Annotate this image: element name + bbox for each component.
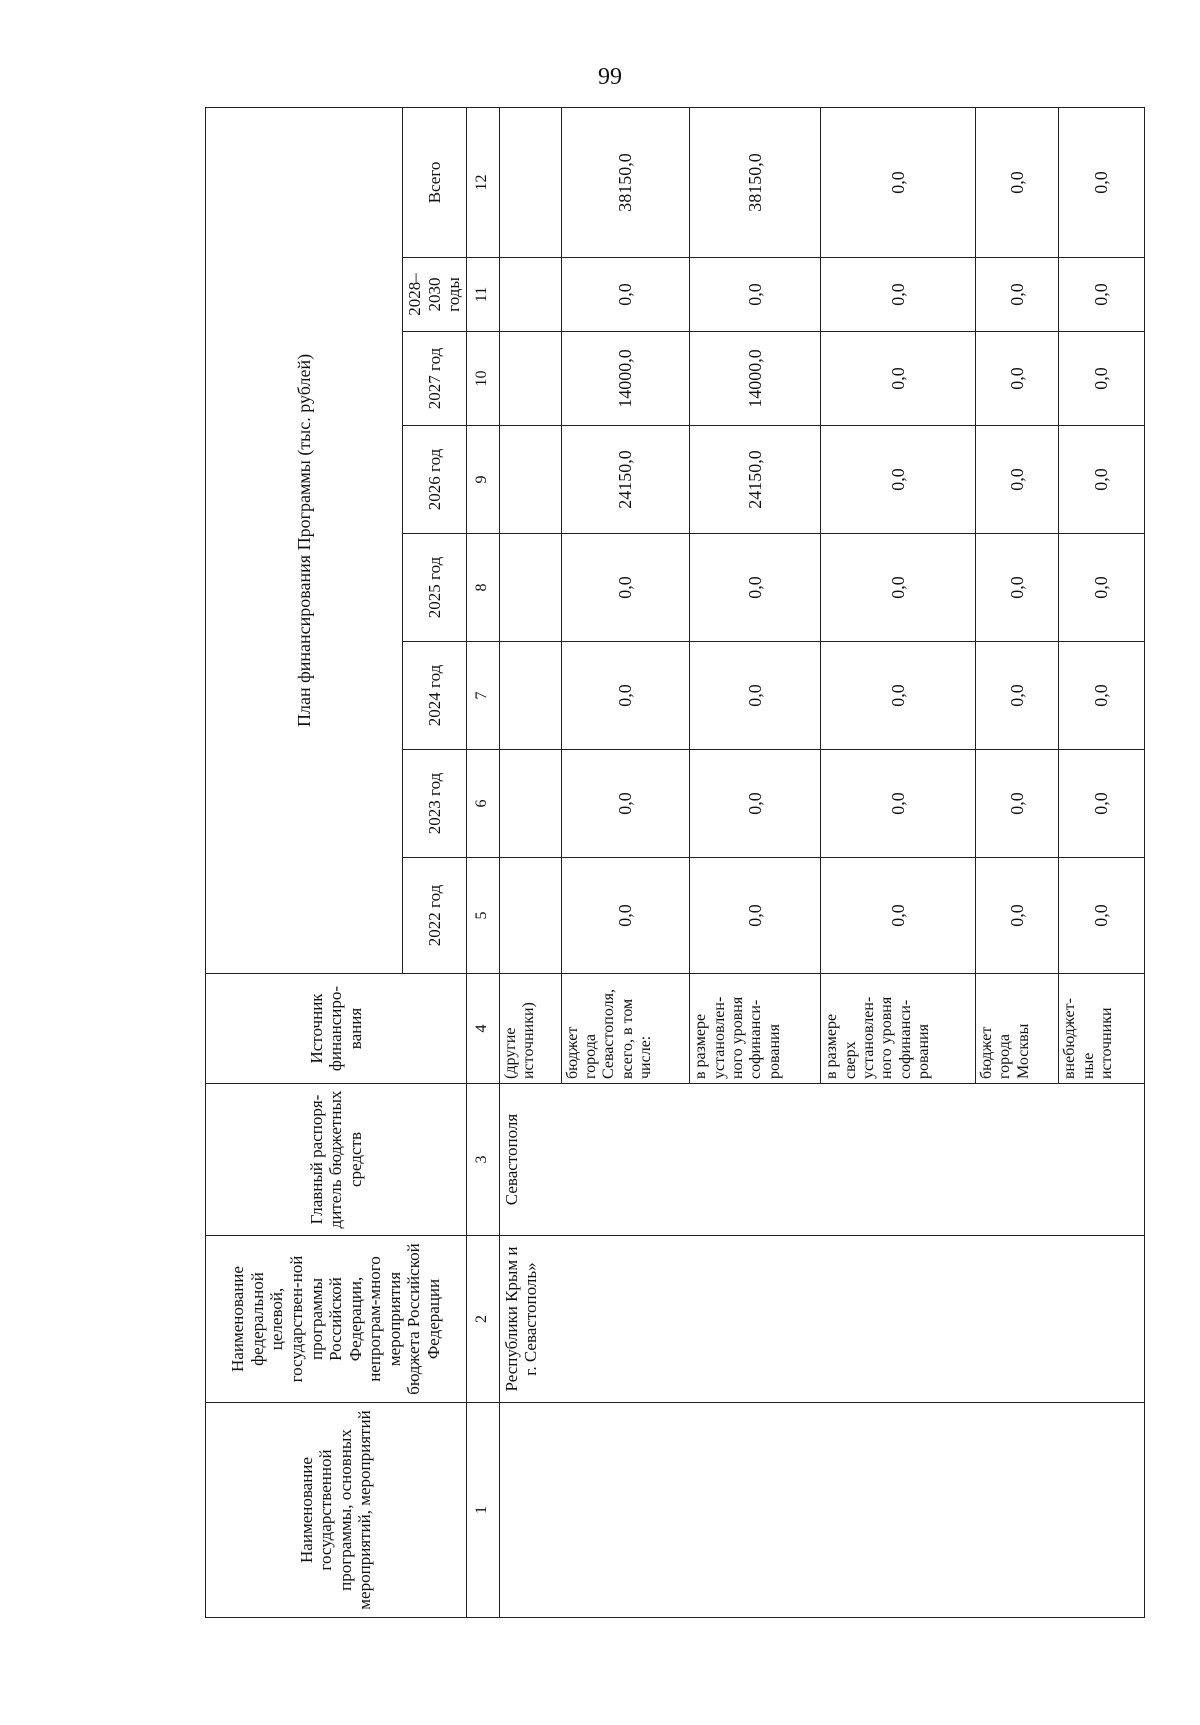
column-number: 5	[466, 858, 499, 974]
value-cell: 0,0	[561, 534, 690, 642]
budget-manager-cell: Севастополя	[499, 1084, 1144, 1236]
header-budget-manager: Главный распоря-дитель бюджетных средств	[206, 1084, 467, 1236]
value-cell: 0,0	[561, 258, 690, 332]
header-year-2027: 2027 год	[403, 332, 467, 426]
column-number: 2	[466, 1236, 499, 1403]
value-cell: 0,0	[561, 858, 690, 974]
value-cell: 0,0	[1059, 332, 1145, 426]
value-cell	[499, 750, 561, 858]
column-number: 9	[466, 426, 499, 534]
value-cell: 0,0	[1059, 107, 1145, 257]
federal-program-cell: Республики Крым и г. Севастополь»	[499, 1236, 1144, 1403]
value-cell: 0,0	[1059, 258, 1145, 332]
value-cell: 0,0	[821, 258, 976, 332]
header-financing-plan: План финансирования Программы (тыс. рублей)	[206, 107, 403, 973]
value-cell: 0,0	[975, 332, 1058, 426]
value-cell: 0,0	[821, 426, 976, 534]
value-cell: 0,0	[821, 750, 976, 858]
header-years-2028-2030: 2028– 2030 годы	[403, 258, 467, 332]
header-total: Всего	[403, 107, 467, 257]
value-cell: 0,0	[821, 332, 976, 426]
value-cell: 24150,0	[690, 426, 821, 534]
header-program-name: Наименование государственной программы, основных мероприятий, мероприятий	[206, 1403, 467, 1618]
column-number: 7	[466, 642, 499, 750]
header-funding-source: Источник финансиро-вания	[206, 974, 467, 1084]
program-name-cell	[499, 1403, 1144, 1618]
value-cell: 0,0	[690, 750, 821, 858]
page-number: 99	[598, 64, 622, 90]
value-cell: 0,0	[1059, 642, 1145, 750]
column-number: 1	[466, 1403, 499, 1618]
value-cell: 0,0	[690, 858, 821, 974]
value-cell	[499, 642, 561, 750]
value-cell: 0,0	[561, 642, 690, 750]
value-cell: 0,0	[975, 258, 1058, 332]
value-cell: 0,0	[821, 534, 976, 642]
column-number: 4	[466, 974, 499, 1084]
financing-plan-table	[205, 107, 1145, 1618]
value-cell: 0,0	[821, 107, 976, 257]
column-number: 6	[466, 750, 499, 858]
value-cell: 0,0	[821, 858, 976, 974]
value-cell: 24150,0	[561, 426, 690, 534]
column-number: 10	[466, 332, 499, 426]
value-cell: 14000,0	[561, 332, 690, 426]
value-cell: 0,0	[561, 750, 690, 858]
funding-source-cell: в размере установлен-ного уровня софинанси-рования	[690, 974, 821, 1084]
table-row	[499, 107, 561, 1617]
value-cell	[499, 332, 561, 426]
value-cell: 0,0	[690, 258, 821, 332]
value-cell: 0,0	[690, 534, 821, 642]
value-cell: 0,0	[975, 858, 1058, 974]
value-cell: 0,0	[1059, 750, 1145, 858]
value-cell: 38150,0	[690, 107, 821, 257]
value-cell: 0,0	[975, 534, 1058, 642]
funding-source-cell: внебюджет-ные источники	[1059, 974, 1145, 1084]
funding-source-cell: в размере сверх установлен-ного уровня софинанси-рования	[821, 974, 976, 1084]
value-cell	[499, 534, 561, 642]
header-year-2022: 2022 год	[403, 858, 467, 974]
header-federal-program: Наименование федеральной целевой, государствен-ной программы Российской Федерации, непрограм-много мероприятия бюджета Российской Федерации	[206, 1236, 467, 1403]
header-year-2024: 2024 год	[403, 642, 467, 750]
funding-source-cell: бюджет города Москвы	[975, 974, 1058, 1084]
header-row-1	[206, 107, 403, 1617]
header-year-2026: 2026 год	[403, 426, 467, 534]
value-cell: 38150,0	[561, 107, 690, 257]
value-cell: 0,0	[1059, 426, 1145, 534]
funding-source-cell: бюджет города Севастополя, всего, в том числе:	[561, 974, 690, 1084]
column-number: 3	[466, 1084, 499, 1236]
value-cell	[499, 107, 561, 257]
value-cell: 0,0	[1059, 858, 1145, 974]
column-number: 12	[466, 107, 499, 257]
value-cell: 0,0	[975, 750, 1058, 858]
value-cell: 0,0	[975, 642, 1058, 750]
value-cell: 0,0	[1059, 534, 1145, 642]
value-cell	[499, 258, 561, 332]
value-cell: 0,0	[975, 426, 1058, 534]
column-number: 11	[466, 258, 499, 332]
funding-source-cell: (другие источники)	[499, 974, 561, 1084]
value-cell: 14000,0	[690, 332, 821, 426]
value-cell: 0,0	[821, 642, 976, 750]
header-year-2025: 2025 год	[403, 534, 467, 642]
column-number-row	[466, 107, 499, 1617]
value-cell	[499, 426, 561, 534]
value-cell: 0,0	[975, 107, 1058, 257]
header-year-2023: 2023 год	[403, 750, 467, 858]
column-number: 8	[466, 534, 499, 642]
value-cell	[499, 858, 561, 974]
value-cell: 0,0	[690, 642, 821, 750]
